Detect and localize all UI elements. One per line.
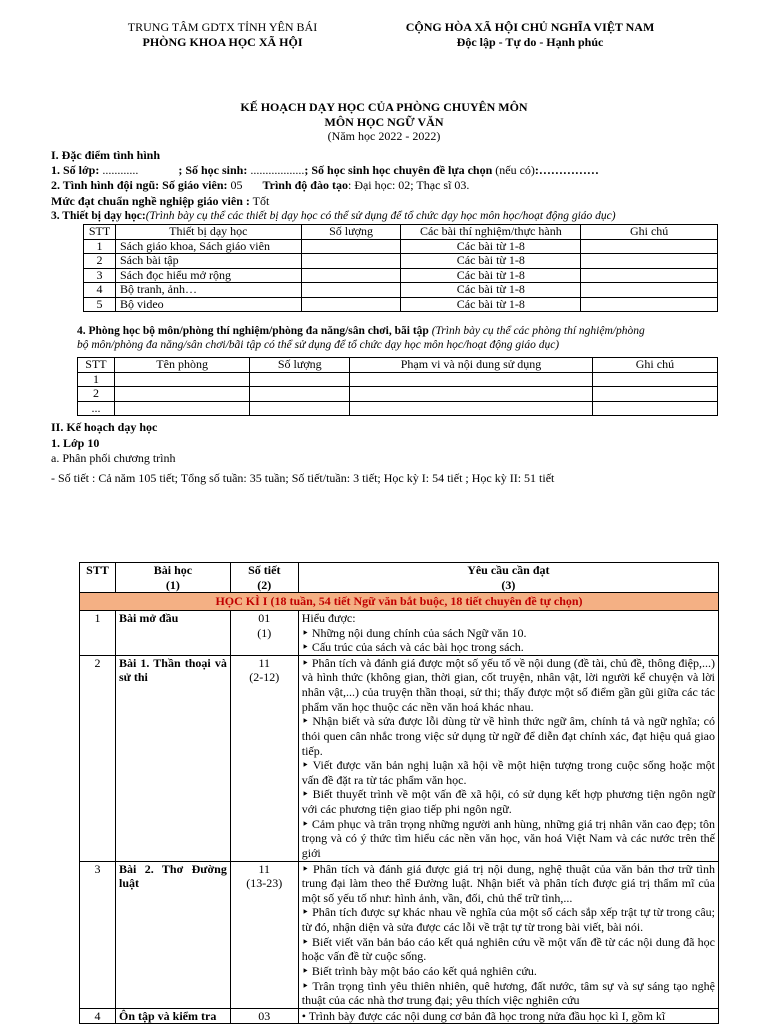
title-line-1: KẾ HOẠCH DẠY HỌC CỦA PHÒNG CHUYÊN MÔN bbox=[240, 100, 528, 114]
equipment-cell bbox=[301, 268, 401, 283]
lesson-name: Bài 1. Thần thoại và sử thi bbox=[115, 655, 230, 861]
class-info-line: 1. Số lớp: ............ ; Số học sinh: ..................; Số học sinh học chuyên đề lựa chọn (nếu có):…………… bbox=[51, 163, 599, 177]
program-subheading: a. Phân phối chương trình bbox=[51, 451, 176, 465]
lesson-periods bbox=[230, 861, 298, 1008]
rooms-cell bbox=[250, 387, 350, 402]
rooms-cell bbox=[592, 387, 717, 402]
rooms-cell bbox=[350, 401, 593, 416]
table-row bbox=[78, 372, 718, 387]
grade-heading: 1. Lớp 10 bbox=[51, 436, 100, 450]
equipment-cell: Sách giáo khoa, Sách giáo viên bbox=[115, 239, 301, 254]
lesson-row bbox=[80, 610, 719, 655]
plan-table-header bbox=[80, 563, 719, 593]
table-row bbox=[84, 254, 718, 269]
requirement-item: ‣ Nhận biết và sửa được lỗi dùng từ về hình thức ngữ âm, chính tả và ngữ nghĩa; có thói quen cân nhắc trong việc sử dụng từ ngữ để diễn đạt chính xác, đạt hiệu quả giao tiếp. bbox=[301, 714, 715, 758]
periods-summary: - Số tiết : Cả năm 105 tiết; Tổng số tuần: 35 tuần; Số tiết/tuần: 3 tiết; Học kỳ I: 54 tiết ; Học kỳ II: 51 tiết bbox=[51, 471, 555, 485]
rooms-cell: ... bbox=[78, 401, 115, 416]
plan-table bbox=[79, 562, 719, 1024]
period-count: 11 bbox=[258, 655, 271, 670]
equipment-table bbox=[83, 224, 718, 312]
standard-line: Mức đạt chuẩn nghề nghiệp giáo viên : Tốt bbox=[51, 194, 270, 208]
equipment-cell: 1 bbox=[84, 239, 116, 254]
lesson-name: Bài 2. Thơ Đường luật bbox=[115, 861, 230, 1008]
table-row bbox=[84, 297, 718, 312]
equipment-header-cell: Số lượng bbox=[301, 225, 401, 240]
lesson-periods bbox=[230, 655, 298, 861]
department-name: PHÒNG KHOA HỌC XÃ HỘI bbox=[142, 34, 303, 49]
lesson-requirements bbox=[298, 861, 718, 1008]
lesson-periods bbox=[230, 1008, 298, 1024]
requirement-item: Hiểu được: bbox=[301, 610, 356, 625]
table-row bbox=[78, 387, 718, 402]
lesson-stt: 2 bbox=[80, 655, 116, 861]
equipment-cell bbox=[581, 297, 718, 312]
rooms-header-cell: STT bbox=[78, 358, 115, 373]
lesson-row bbox=[80, 861, 719, 1008]
national-motto: Độc lập - Tự do - Hạnh phúc bbox=[456, 34, 604, 49]
rooms-cell bbox=[592, 372, 717, 387]
equipment-cell: Bộ tranh, ảnh… bbox=[115, 283, 301, 298]
rooms-cell bbox=[250, 401, 350, 416]
equipment-header-cell: Thiết bị dạy học bbox=[115, 225, 301, 240]
requirement-item: ‣ Phân tích được sự khác nhau về nghĩa của một số cách sắp xếp trật tự từ trong câu; từ đó, nhận diện và sửa được các lỗi về trật tự từ trong bài viết, bài nói. bbox=[301, 905, 715, 934]
requirement-item: ‣ Trân trọng tình yêu thiên nhiên, quê hương, đất nước, tâm sự và sự sáng tạo nghệ thuật của các nhà thơ trung đại; yêu thích việc nghiên cứu bbox=[301, 978, 715, 1008]
equipment-cell: Các bài từ 1-8 bbox=[401, 283, 581, 298]
rooms-cell: 1 bbox=[78, 372, 115, 387]
rooms-cell bbox=[114, 372, 249, 387]
equipment-cell: Các bài từ 1-8 bbox=[401, 297, 581, 312]
requirement-item: • Trình bày được các nội dung cơ bản đã học trong nửa đầu học kì I, gồm kĩ bbox=[301, 1008, 666, 1023]
equipment-cell: 3 bbox=[84, 268, 116, 283]
rooms-cell bbox=[592, 401, 717, 416]
equipment-header-row bbox=[84, 225, 718, 240]
center-name: TRUNG TÂM GDTX TỈNH YÊN BÁI bbox=[127, 20, 318, 34]
header-right bbox=[380, 20, 680, 49]
equipment-cell: 4 bbox=[84, 283, 116, 298]
header-stt: STT bbox=[80, 563, 116, 593]
lesson-row bbox=[80, 655, 719, 861]
period-range: (1) bbox=[257, 625, 272, 640]
requirement-item: ‣ Phân tích và đánh giá được một số yếu tố về nội dung (đề tài, chủ đề, thông điệp,...) và hình thức (không gian, thời gian, cốt truyện, nhân vật, lời người kể chuyện và lời nhân vật,...) của truyện thần thoại, sử thi; thấy được một số điểm gần gũi giữa các tác phẩm văn học thuộc các nền văn hoá khác nhau. bbox=[301, 655, 715, 714]
equipment-cell bbox=[301, 297, 401, 312]
rooms-table bbox=[77, 357, 718, 416]
equipment-cell: Các bài từ 1-8 bbox=[401, 268, 581, 283]
rooms-header-cell: Phạm vi và nội dung sử dụng bbox=[350, 358, 593, 373]
equipment-cell bbox=[581, 239, 718, 254]
lesson-periods bbox=[230, 610, 298, 655]
equipment-header-cell: Ghi chú bbox=[581, 225, 718, 240]
lesson-name: Bài mở đầu bbox=[115, 610, 230, 655]
title-line-2: MÔN HỌC NGỮ VĂN bbox=[324, 114, 444, 129]
rooms-header-row bbox=[78, 358, 718, 373]
table-row bbox=[84, 239, 718, 254]
equipment-cell bbox=[301, 283, 401, 298]
requirement-item: ‣ Cảm phục và trân trọng những người anh hùng, những giá trị nhân văn cao đẹp; tôn trọng và có ý thức tìm hiểu các nền văn học, văn hoá Việt Nam và các nước trên thế giới bbox=[301, 816, 715, 860]
section-1-heading: I. Đặc điểm tình hình bbox=[51, 148, 161, 162]
document-title bbox=[0, 100, 768, 144]
equipment-cell: Sách đọc hiểu mở rộng bbox=[115, 268, 301, 283]
section-2-heading: II. Kế hoạch dạy học bbox=[51, 420, 158, 434]
requirement-item: ‣ Phân tích và đánh giá được giá trị nội dung, nghệ thuật của văn bản thơ trữ tình trung đại làm theo thể Đường luật. Nhận biết và phân tích được giá trị thẩm mĩ của một số yếu tố như: hình ảnh, vần, đối, chủ thể trữ tình,... bbox=[301, 861, 715, 905]
lesson-requirements bbox=[298, 655, 718, 861]
school-year: (Năm học 2022 - 2022) bbox=[327, 129, 441, 144]
rooms-cell bbox=[250, 372, 350, 387]
lesson-name: Ôn tập và kiểm tra bbox=[115, 1008, 230, 1024]
equipment-cell: Các bài từ 1-8 bbox=[401, 254, 581, 269]
table-row bbox=[84, 283, 718, 298]
rooms-cell bbox=[350, 387, 593, 402]
period-count: 01 bbox=[258, 610, 271, 625]
equipment-header-cell: Các bài thí nghiệm/thực hành bbox=[401, 225, 581, 240]
lesson-stt: 4 bbox=[80, 1008, 116, 1024]
equipment-cell: Sách bài tập bbox=[115, 254, 301, 269]
rooms-cell bbox=[114, 401, 249, 416]
header-left bbox=[110, 20, 335, 49]
equipment-cell: Bộ video bbox=[115, 297, 301, 312]
equipment-cell: 2 bbox=[84, 254, 116, 269]
period-range: (13-23) bbox=[246, 876, 283, 891]
equipment-cell bbox=[581, 254, 718, 269]
header-lesson: Bài học (1) bbox=[115, 563, 230, 593]
equipment-cell: Các bài từ 1-8 bbox=[401, 239, 581, 254]
rooms-cell bbox=[114, 387, 249, 402]
header-periods: Số tiết (2) bbox=[230, 563, 298, 593]
rooms-cell: 2 bbox=[78, 387, 115, 402]
equipment-cell: 5 bbox=[84, 297, 116, 312]
period-count: 03 bbox=[258, 1008, 271, 1023]
table-row bbox=[84, 268, 718, 283]
rooms-header-cell: Tên phòng bbox=[114, 358, 249, 373]
lesson-stt: 3 bbox=[80, 861, 116, 1008]
requirement-item: ‣ Viết được văn bản nghị luận xã hội về một hiện tượng trong cuộc sống hoặc một vấn đề đặt ra từ tác phẩm văn học. bbox=[301, 758, 715, 787]
table-row bbox=[78, 401, 718, 416]
requirement-item: ‣ Biết viết văn bản báo cáo kết quả nghiên cứu về một vấn đề từ các nội dung đã học hoặc vấn đề từ cuộc sống. bbox=[301, 934, 715, 964]
equipment-header-cell: STT bbox=[84, 225, 116, 240]
period-count: 11 bbox=[258, 861, 271, 876]
lesson-row bbox=[80, 1008, 719, 1024]
requirement-item: ‣ Biết trình bày một báo cáo kết quả nghiên cứu. bbox=[301, 963, 537, 978]
semester-title: HỌC KÌ I (18 tuần, 54 tiết Ngữ văn bắt buộc, 18 tiết chuyên đề tự chọn) bbox=[80, 593, 719, 611]
lesson-stt: 1 bbox=[80, 610, 116, 655]
header-requirements: Yêu cầu cần đạt (3) bbox=[298, 563, 718, 593]
lesson-requirements bbox=[298, 610, 718, 655]
equipment-heading: 3. Thiết bị dạy học:(Trình bày cụ thể các thiết bị dạy học có thể sử dụng để tổ chức dạy học môn học/hoạt động giáo dục) bbox=[51, 210, 616, 222]
rooms-cell bbox=[350, 372, 593, 387]
equipment-cell bbox=[301, 254, 401, 269]
period-range: (2-12) bbox=[249, 670, 280, 685]
national-title: CỘNG HÒA XÃ HỘI CHỦ NGHĨA VIỆT NAM bbox=[405, 20, 655, 34]
rooms-heading: 4. Phòng học bộ môn/phòng thí nghiệm/phòng đa năng/sân chơi, bãi tập (Trình bày cụ thể các phòng thí nghiệm/phòng bộ môn/phòng đa năng/sân chơi/bãi tập có thể sử dụng để tổ chức dạy học môn học/hoạt động giáo dục) bbox=[77, 325, 645, 352]
equipment-cell bbox=[301, 239, 401, 254]
lesson-requirements bbox=[298, 1008, 718, 1024]
rooms-header-cell: Ghi chú bbox=[592, 358, 717, 373]
requirement-item: ‣ Cấu trúc của sách và các bài học trong sách. bbox=[301, 640, 524, 655]
requirement-item: ‣ Biết thuyết trình về một vấn đề xã hội, có sử dụng kết hợp phương tiện ngôn ngữ với các phương tiện giao tiếp phi ngôn ngữ. bbox=[301, 787, 715, 816]
staff-info-line: 2. Tình hình đội ngũ: Số giáo viên: 05 Trình độ đào tạo: Đại học: 02; Thạc sĩ 03. bbox=[51, 178, 470, 192]
requirement-item: ‣ Những nội dung chính của sách Ngữ văn 10. bbox=[301, 625, 527, 640]
equipment-cell bbox=[581, 283, 718, 298]
equipment-cell bbox=[581, 268, 718, 283]
semester-row bbox=[80, 593, 719, 611]
rooms-header-cell: Số lượng bbox=[250, 358, 350, 373]
